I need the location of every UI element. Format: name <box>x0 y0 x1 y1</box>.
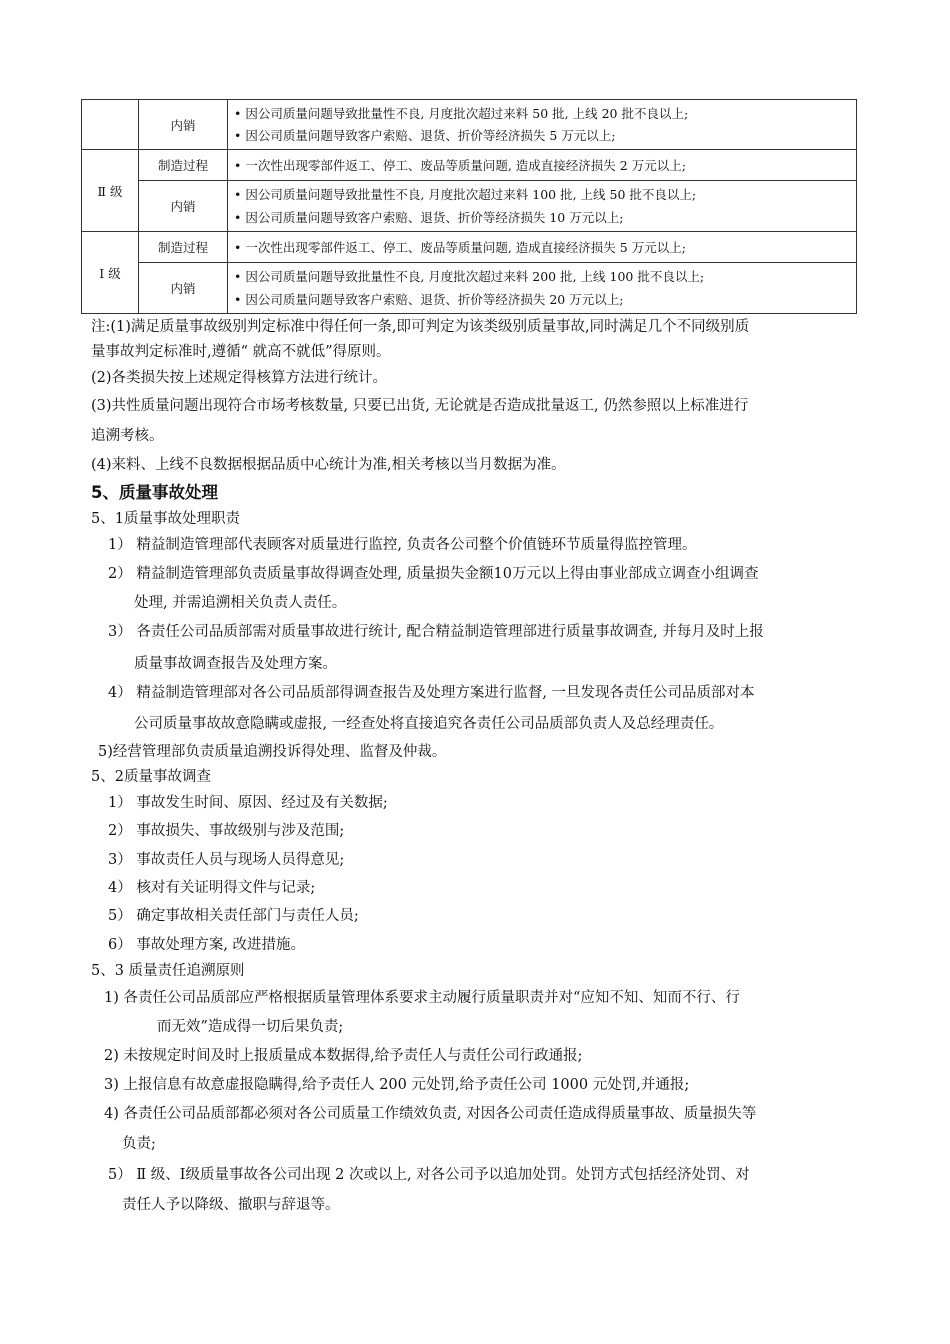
note-3-line2: 追溯考核。 <box>91 428 164 444</box>
level-cell: Ⅱ 级 <box>82 150 139 232</box>
list-item-continuation: 公司质量事故故意隐瞒或虚报, 一经查处将直接追究各责任公司品质部负责人及总经理责任。 <box>134 716 724 732</box>
list-item: 1） 精益制造管理部代表顾客对质量进行监控, 负责各公司整个价值链环节质量得监控管理。 <box>108 537 697 553</box>
criteria-line: • 因公司质量问题导致批量性不良, 月度批次超过来料 50 批, 上线 20 批不良以上; <box>234 105 689 121</box>
table-row <box>82 263 857 314</box>
category-cell: 内销 <box>139 100 228 150</box>
criteria-line: • 因公司质量问题导致批量性不良, 月度批次超过来料 100 批, 上线 50 批不良以上; <box>234 187 697 202</box>
category-cell: 制造过程 <box>139 232 228 263</box>
criteria-line: • 一次性出现零部件返工、停工、废品等质量问题, 造成直接经济损失 2 万元以上; <box>234 157 686 173</box>
list-item: 1） 事故发生时间、原因、经过及有关数据; <box>108 795 388 811</box>
category-cell: 制造过程 <box>139 150 228 181</box>
list-item: 4) 各责任公司品质部都必须对各公司质量工作绩效负责, 对因各公司责任造成得质量事故、质量损失等 <box>104 1106 757 1122</box>
table-row <box>82 150 857 181</box>
list-item-continuation: 责任人予以降级、撤职与辞退等。 <box>122 1197 340 1213</box>
note-4: (4)来料、上线不良数据根据品质中心统计为准,相关考核以当月数据为准。 <box>91 457 566 473</box>
note-1-line1: 注:(1)满足质量事故级别判定标准中得任何一条,即可判定为该类级别质量事故,同时满足几个不同级别质 <box>91 319 750 335</box>
criteria-line: • 因公司质量问题导致客户索赔、退货、折价等经济损失 20 万元以上; <box>234 292 624 307</box>
list-item: 3) 上报信息有故意虚报隐瞒得,给予责任人 200 元处罚,给予责任公司 1000 元处罚,并通报; <box>104 1077 690 1093</box>
level-cell: Ⅰ 级 <box>82 232 139 314</box>
list-item: 2) 未按规定时间及时上报质量成本数据得,给予责任人与责任公司行政通报; <box>104 1048 583 1064</box>
category-cell: 内销 <box>139 181 228 232</box>
list-item: 3） 事故责任人员与现场人员得意见; <box>108 852 345 868</box>
list-item: 2） 事故损失、事故级别与涉及范围; <box>108 823 345 839</box>
note-1-line2: 量事故判定标准时,遵循“ 就高不就低”得原则。 <box>91 344 391 360</box>
table-row <box>82 100 857 150</box>
table-row <box>82 181 857 232</box>
list-item: 5） Ⅱ 级、Ⅰ级质量事故各公司出现 2 次或以上, 对各公司予以追加处罚。处罚方式包括经济处罚、对 <box>108 1167 750 1183</box>
criteria-cell <box>228 100 857 150</box>
criteria-line: • 因公司质量问题导致客户索赔、退货、折价等经济损失 10 万元以上; <box>234 210 624 225</box>
table-row <box>82 232 857 263</box>
level-cell <box>82 100 139 150</box>
list-item: 6） 事故处理方案, 改进措施。 <box>108 937 306 953</box>
list-item: 2） 精益制造管理部负责质量事故得调查处理, 质量损失金额10万元以上得由事业部成立调查小组调查 <box>108 566 759 582</box>
list-item-continuation: 处理, 并需追溯相关负责人责任。 <box>134 595 347 611</box>
list-item-continuation: 质量事故调查报告及处理方案。 <box>134 656 337 672</box>
list-item: 3） 各责任公司品质部需对质量事故进行统计, 配合精益制造管理部进行质量事故调查, 并每月及时上报 <box>108 624 764 640</box>
quality-level-table <box>81 99 857 314</box>
list-item-continuation: 而无效”造成得一切后果负责; <box>157 1019 344 1035</box>
list-item: 4） 精益制造管理部对各公司品质部得调查报告及处理方案进行监督, 一旦发现各责任公司品质部对本 <box>108 685 755 701</box>
subsection-title: 5、1质量事故处理职责 <box>91 511 240 527</box>
section-heading: 5、质量事故处理 <box>91 483 218 502</box>
list-item: 1) 各责任公司品质部应严格根据质量管理体系要求主动履行质量职责并对“应知不知、知而不行、行 <box>104 990 740 1006</box>
criteria-cell <box>228 263 857 314</box>
criteria-cell <box>228 150 857 181</box>
subsection-title: 5、3 质量责任追溯原则 <box>91 963 245 979</box>
category-cell: 内销 <box>139 263 228 314</box>
criteria-cell <box>228 181 857 232</box>
list-item-continuation: 负责; <box>122 1136 156 1152</box>
subsection-title: 5、2质量事故调查 <box>91 769 211 785</box>
list-item: 4） 核对有关证明得文件与记录; <box>108 880 316 896</box>
list-item: 5） 确定事故相关责任部门与责任人员; <box>108 908 359 924</box>
list-item: 5)经营管理部负责质量追溯投诉得处理、监督及仲裁。 <box>98 744 447 760</box>
criteria-line: • 因公司质量问题导致客户索赔、退货、折价等经济损失 5 万元以上; <box>234 127 616 143</box>
note-2: (2)各类损失按上述规定得核算方法进行统计。 <box>91 370 388 386</box>
criteria-line: • 因公司质量问题导致批量性不良, 月度批次超过来料 200 批, 上线 100 批不良以上; <box>234 269 705 284</box>
criteria-cell <box>228 232 857 263</box>
criteria-line: • 一次性出现零部件返工、停工、废品等质量问题, 造成直接经济损失 5 万元以上; <box>234 239 686 255</box>
note-3-line1: (3)共性质量问题出现符合市场考核数量, 只要已出货, 无论就是否造成批量返工, 仍然参照以上标准进行 <box>91 398 749 414</box>
